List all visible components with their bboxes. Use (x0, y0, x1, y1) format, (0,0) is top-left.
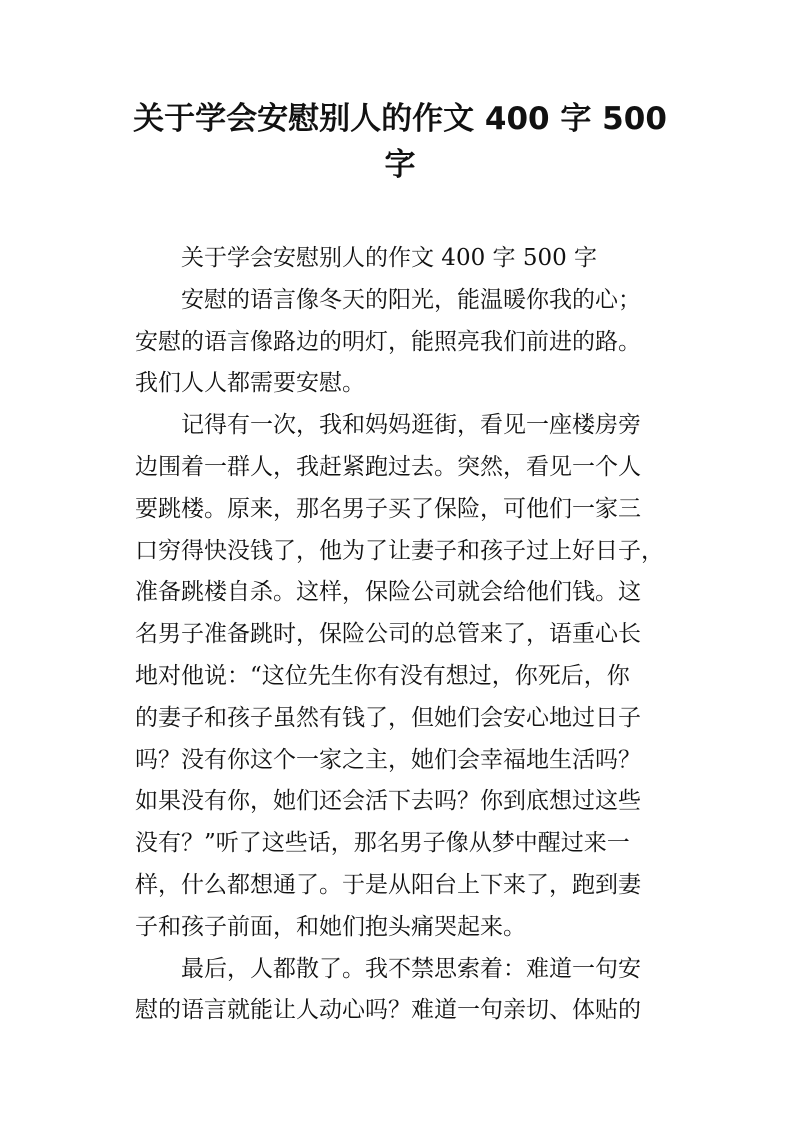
text-line: 安慰的语言像路边的明灯，能照亮我们前进的路。 (135, 328, 641, 355)
text-line: 要跳楼。原来，那名男子买了保险，可他们一家三 (135, 495, 641, 522)
title-line-2: 字 (384, 147, 416, 183)
text-line: 边围着一群人，我赶紧跑过去。突然，看见一个人 (135, 453, 641, 480)
title-line-1: 关于学会安慰别人的作文 400 字 500 (133, 101, 667, 137)
text-line: 安慰的语言像冬天的阳光，能温暖你我的心； (181, 286, 641, 313)
text-line: 我们人人都需要安慰。 (135, 370, 365, 397)
text-line: 关于学会安慰别人的作文 400 字 500 字 (181, 245, 598, 271)
text-line: 子和孩子前面，和她们抱头痛哭起来。 (135, 913, 526, 940)
paragraph-subtitle (135, 238, 667, 280)
text-line: 样，什么都想通了。于是从阳台上下来了，跑到妻 (135, 871, 641, 898)
paragraph-intro (135, 280, 667, 405)
text-line: 最后，人都散了。我不禁思索着：难道一句安 (181, 955, 641, 982)
text-line: 准备跳楼自杀。这样，保险公司就会给他们钱。这 (135, 579, 641, 606)
document-body (135, 238, 667, 1032)
text-line: 口穷得快没钱了，他为了让妻子和孩子过上好日子， (135, 537, 664, 564)
text-line: 没有？”听了这些话，那名男子像从梦中醒过来一 (135, 830, 630, 857)
text-line: 地对他说：“这位先生你有没有想过，你死后，你 (135, 662, 630, 689)
paragraph-conclusion (135, 949, 667, 1033)
text-line: 的妻子和孩子虽然有钱了，但她们会安心地过日子 (135, 704, 641, 731)
text-line: 吗？没有你这个一家之主，她们会幸福地生活吗？ (135, 746, 641, 773)
paragraph-story (135, 405, 667, 948)
text-line: 如果没有你，她们还会活下去吗？你到底想过这些 (135, 788, 641, 815)
text-line: 慰的语言就能让人动心吗？难道一句亲切、体贴的 (135, 997, 641, 1024)
text-line: 记得有一次，我和妈妈逛街，看见一座楼房旁 (181, 412, 641, 439)
text-line: 名男子准备跳时，保险公司的总管来了，语重心长 (135, 621, 641, 648)
document-title (100, 96, 700, 188)
